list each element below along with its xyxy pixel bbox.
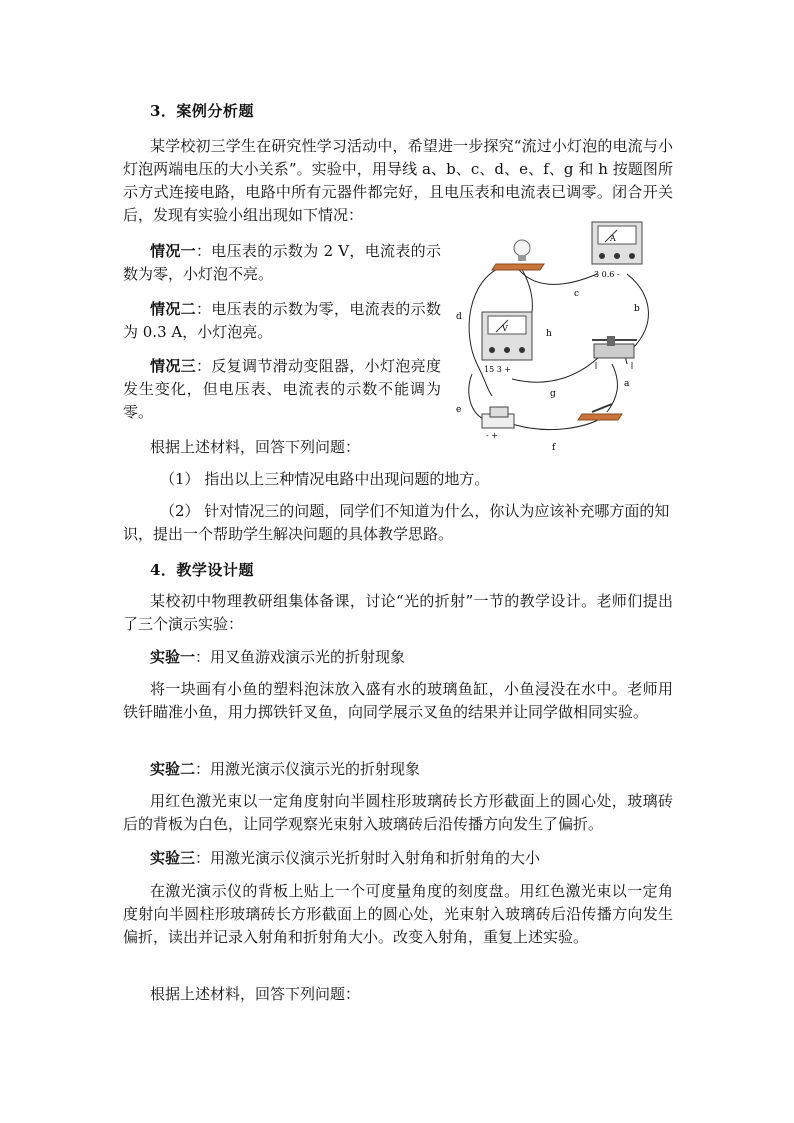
lamp-icon: [492, 240, 544, 270]
wire-label-a: a: [624, 379, 630, 389]
exp2-title-line: [123, 758, 673, 781]
wire-f: [512, 419, 600, 430]
section4-heading: 4．教学设计题: [150, 561, 254, 579]
case3-label: 情况三: [150, 357, 196, 375]
voltmeter-icon: [482, 312, 532, 374]
section3-intro: 某学校初三学生在研究性学习活动中，希望进一步探究“流过小灯泡的电流与小灯泡两端电压的大小关系”。实验中，用导线 a、b、c、d、e、f、g 和 h 按题图所示方式连接电路，电路中所有元器件都完好，且电压表和电流表已调零。闭合开关后，发现有实验小组出现如下情况：: [123, 137, 673, 224]
question-1: （1） 指出以上三种情况电路中出现问题的地方。: [160, 470, 490, 488]
wire-label-f: f: [552, 443, 556, 453]
battery-terminals: - +: [486, 431, 498, 440]
ammeter-icon: [592, 222, 642, 279]
circuit-diagram: [452, 214, 674, 456]
exp3-text: 在激光演示仪的背板上贴上一个可度量角度的刻度盘。用红色激光束以一定角度射向半圆柱形玻璃砖长方形截面上的圆心处，光束射入玻璃砖后沿传播方向发生偏折，读出并记录入射角和折射角大小。改变入射角，重复上述实验。: [123, 882, 673, 946]
voltmeter-terminals: 15 3 +: [484, 365, 512, 374]
wire-label-g: g: [550, 389, 556, 399]
ammeter-terminals: 3 0.6 -: [594, 270, 620, 279]
section3-prompt: 根据上述材料，回答下列问题：: [150, 438, 361, 456]
exp2-text: 用红色激光束以一定角度射向半圆柱形玻璃砖长方形截面上的圆心处，玻璃砖后的背板为白色，让同学观察光束射入玻璃砖后沿传播方向发生了偏折。: [123, 792, 673, 833]
exp1-title: ：用叉鱼游戏演示光的折射现象: [195, 648, 406, 666]
section3-heading: 3．案例分析题: [150, 102, 254, 120]
wire-label-d: d: [456, 312, 462, 322]
voltmeter-symbol: V: [502, 324, 508, 333]
ammeter-symbol: A: [610, 234, 616, 243]
case2-label: 情况二: [150, 300, 196, 318]
section4-prompt: 根据上述材料，回答下列问题：: [150, 985, 361, 1003]
wire-e: [469, 374, 492, 420]
case1-paragraph: [123, 240, 441, 286]
exp2-title: ：用激光演示仪演示光的折射现象: [195, 760, 421, 778]
exp1-title-line: [123, 646, 673, 669]
wire-label-b: b: [634, 304, 640, 314]
exp2-label: 实验二: [150, 760, 196, 778]
case1-label: 情况一: [150, 242, 196, 260]
case1-text: ：电压表的示数为 2 V，电流表的示数为零，小灯泡不亮。: [123, 242, 441, 283]
exp1-label: 实验一: [150, 648, 196, 666]
wire-label-h: h: [546, 329, 552, 339]
question-2: （2） 针对情况三的问题，同学们不知道为什么，你认为应该补充哪方面的知识，提出一个帮助学生解决问题的具体教学思路。: [123, 502, 670, 543]
wire-label-e: e: [456, 405, 462, 415]
case3-text: ：反复调节滑动变阻器，小灯泡亮度发生变化，但电压表、电流表的示数不能调为零。: [123, 357, 441, 421]
exp3-title: ：用激光演示仪演示光折射时入射角和折射角的大小: [195, 849, 541, 867]
case3-paragraph: [123, 355, 441, 424]
case2-paragraph: [123, 298, 441, 344]
rheostat-icon: [592, 336, 637, 369]
exp3-title-line: [123, 847, 673, 870]
section4-intro: 某校初中物理教研组集体备课，讨论“光的折射”一节的教学设计。老师们提出了三个演示实验：: [123, 592, 673, 633]
exp1-text: 将一块画有小鱼的塑料泡沫放入盛有水的玻璃鱼缸，小鱼浸没在水中。老师用铁钎瞄准小鱼，用力掷铁钎叉鱼，向同学展示叉鱼的结果并让同学做相同实验。: [123, 680, 673, 721]
wire-label-c: c: [574, 289, 580, 299]
case2-text: ：电压表的示数为零，电流表的示数为 0.3 A，小灯泡亮。: [123, 300, 441, 341]
exp3-label: 实验三: [150, 849, 196, 867]
switch-icon: [578, 404, 622, 420]
